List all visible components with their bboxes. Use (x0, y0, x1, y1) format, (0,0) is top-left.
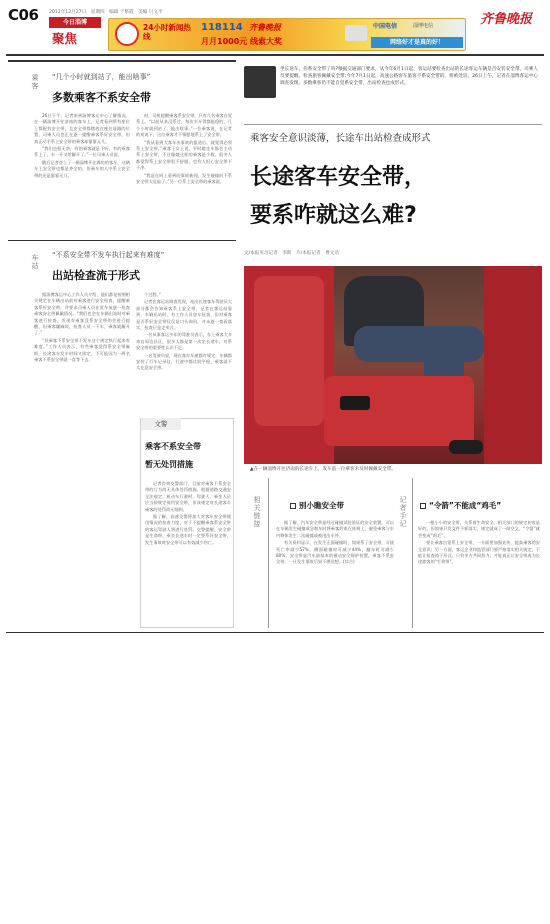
telecom-sub: 淄博电信 (413, 23, 434, 29)
seat-cushion (324, 376, 474, 446)
section1-left-p2: “我们也很无奈，有的乘客就是不听，有的乘客系上了，车一开又给解开了。”一位司乘人员说。 (34, 146, 130, 158)
telecom-slogan: 网络好才是真的好！ (371, 37, 463, 48)
notes-tag: 记者手记 (399, 496, 407, 528)
section1-body-left (34, 113, 130, 180)
links-body (276, 520, 394, 567)
notes-body (418, 520, 540, 567)
ad-prize: 月月1000元 线索大奖 (201, 37, 283, 46)
section1-right-p3: “我是在网上看到的事故新闻，发生碰撞时不系安全带太危险了。”另一位系上安全带的乘客说。 (136, 172, 232, 185)
section2-right-p4: 一名驾驶员说，现在客车车速都有规定，车辆都安装了行车记录仪，行驶中都比较平稳，乘客就不太在意安全带。 (136, 352, 232, 371)
masthead-rule (6, 54, 544, 56)
notes-body-p2: 要让乘客自觉系上安全带，一方面要加强宣传，提高乘客的安全意识；另一方面，客运企业和监管部门要严格落实相关规定，不能让检查流于形式。只有多方共同努力，才能真正让安全带成为长途旅客的“生命带”。 (418, 540, 540, 565)
notes-title-text: “令箭”不能成“鸡毛” (429, 501, 502, 510)
telecom-brand: 中国电信 (373, 23, 398, 30)
sidebar-label: 文警 (141, 418, 181, 430)
links-title-text: 别小瞧安全带 (299, 501, 344, 510)
section2-right-p2: 记者在客运站调查发现，站出长途客车驾驶员大部分都会告知乘客系上安全带，记者在客运站看到，车辆出站时，有工作人员登车检查，但对乘客是否系好安全带仅仅是口头询问，并未逐一查看落实，检查只是走形式。 (136, 299, 232, 331)
ad-phone: 118114 (201, 22, 243, 33)
section2-right-p1: 个过程。” (144, 292, 161, 297)
section1-left-p1: 26日下午，记者来到淄博客运中心了解情况。在一辆淄博开往济南的客车上，记者看到所有座位上都配有安全带，且安全带都摆放在座位显眼的位置，司乘人员也正在逐一提醒乘客系好安全带，但真正动手系上安全带的乘客却寥寥无几。 (34, 113, 130, 144)
section1-right-p2: “我从看到大客车出事故的报道后，就觉得必须系上安全带。”乘客王女士说，平时她坐车都会主动系上安全带，不过像她这样的乘客是少数，很多人都觉得系上安全带很不舒服，也有人担心安全带不干净。 (136, 139, 232, 171)
passenger-shoe (449, 440, 483, 454)
sidebar-body-p2: 据了解，高速交警将加大对客车安全带使用情况的检查力度，对于不提醒乘客系安全带的客运驾驶人将进行处罚。交警提醒，安全带是生命带，乘坐长途车时一定要系好安全带，发生事故时安全带可以有效减少伤亡。 (145, 514, 231, 545)
section1-left-p3: 随后记者登上了一辆淄博开往潍坊的客车，这辆车上安全带也都是齐全的，但乘车的人中系上安全带的还是寥寥无几。 (34, 159, 130, 178)
ad-hotline: 24小时新闻热线 (143, 23, 191, 41)
passenger-legs (354, 326, 484, 362)
links-divider (268, 478, 269, 628)
headline-line1: 长途客车安全带， (250, 165, 427, 190)
page-bottom-rule (6, 632, 544, 633)
links-body-p2: 有关资料显示，在发生正面碰撞时，如果系了安全带，可使死亡率减少57%，侧面碰撞时可减少44%，翻车时可减少80%。安全带是汽车最基本的被动安全保护装置，乘客不系安全带，一旦发生事故后果不堪设想。(综合) (276, 540, 394, 565)
section1-quote: “几个小时就到站了，能出啥事” (52, 73, 151, 81)
links-body-p1: 据了解，汽车安全带是经过碰撞试验验证的安全装置，可以在车辆发生碰撞或急刹车时将乘客约束在座椅上，避免乘客与车内物体发生二次碰撞或被甩出车外。 (276, 520, 394, 538)
bus-seat-photo (244, 266, 542, 464)
byline: 文/本报见习记者 李斯 片/本报记者 曹文浩 (244, 251, 339, 256)
notes-title (420, 500, 540, 511)
section2-left-p2: “但乘客不系安全带不发车这个规定执行起来有难度。”工作人员表示，有些乘客觉得系安全带麻烦，长途客车发车时间又固定，不可能因为一两名乘客不系安全带就一直等下去。 (34, 337, 130, 363)
checkbox-icon (420, 503, 426, 509)
checkbox-icon (290, 503, 296, 509)
photo-caption: ▲在一辆淄博开往济南的长途车上，发车前一位乘客未及时佩戴安全带。 (250, 467, 396, 472)
seatbelt-buckle (340, 396, 370, 410)
masthead-ad-banner (108, 18, 466, 51)
section1-body-right (136, 113, 232, 186)
intro-text: 坐长途车，你系安全带了吗?根据交通部门要求，从今年6月1日起，客运站要检查出站的长途客运车辆是否安装安全带，司乘人员要提醒、检查旅客佩戴安全带;今年7月1日起，高速公路客车旅客不系安全带的，将被处罚。26日上午，记者在淄博客运中心调查发现，多数乘客仍不能自觉系安全带，出站检查也成形式。 (280, 67, 538, 86)
links-title (290, 500, 400, 511)
section1-right-p1: 时，司机提醒乘客系安全带，只有几名乘客自觉系上。“以前从来没系过，每次车开得都挺稳的，几个小时就到站了，能出啥事。”一位乘客说，在记者的劝说下，这位乘客才不情愿地系上了安全带。 (136, 113, 232, 138)
section1-heading: 多数乘客不系安全带 (52, 91, 151, 104)
deck-rule (244, 124, 542, 125)
intro-marker (244, 66, 276, 98)
clock-icon (115, 22, 139, 46)
section1-rule (8, 60, 236, 62)
links-tag: 相关链接 (253, 496, 261, 528)
notes-divider (412, 478, 413, 628)
section2-left-p1: 据淄博客运中心工作人员介绍，他们都是按照相关规定在车辆出站前对乘客进行安全检查，提醒乘客系好安全带，并要求司乘人员在发车前逐一检查乘客安全带佩戴情况。“我们也会在车辆出站时对乘客进行检查，发现有乘客没系安全带的会进行提醒，但乘客嫌麻烦，检查人员一下车，乘客就解开了。” (34, 292, 130, 336)
sidebar-heading-2: 暂无处罚措施 (145, 460, 193, 469)
section-badge: 今日淄博 (49, 17, 101, 28)
section2-heading: 出站检查流于形式 (52, 269, 140, 282)
sidebar-heading-1: 乘客不系安全带 (145, 442, 201, 451)
phone-icon (345, 25, 367, 41)
section2-quote: “不系安全带不发车执行起来有难度” (52, 251, 165, 259)
sidebar-body (145, 481, 231, 547)
section-name: 聚焦 (52, 31, 78, 46)
section2-body-left (34, 292, 130, 364)
notes-body-p1: 一根小小的安全带，关系着生命安全。相关部门的规定初衷是好的，但如果只发文件不抓落实，规定就成了一纸空文，“令箭”就会变成“鸡毛”。 (418, 520, 540, 538)
newspaper-logo: 齐鲁晚报 (480, 12, 533, 27)
section1-tag: 乘客 (31, 74, 39, 90)
sidebar-body-p1: 记者咨询交警部门，目前对乘客不系安全带的行为尚无具体处罚措施。根据道路交通安全法规定，机动车行驶时，驾驶人、乘坐人员应当按规定使用安全带，但该规定对长途客车乘客的处罚尚无细则。 (145, 481, 231, 512)
date-line: 2012年12月27日 星期四 编辑 于繁霞 美编 只文平 (49, 10, 163, 15)
headline-line2: 要系咋就这么难? (250, 203, 417, 228)
section2-tag: 车站 (31, 254, 39, 270)
page-number: C06 (8, 6, 39, 24)
sidebar-box (140, 418, 234, 628)
deck: 乘客安全意识淡薄，长途车出站检查成形式 (250, 133, 431, 144)
section2-body-right (136, 292, 232, 373)
section2-right-p3: 一名从事客运多年的驾驶员表示，车上乘客大多来自周边县区，很多人都是第一次坐长途车，对系安全带的重要性认识不足。 (136, 332, 232, 351)
section2-rule (8, 240, 236, 241)
seat-right (484, 266, 542, 464)
ad-brand: 齐鲁晚报 (249, 23, 281, 32)
